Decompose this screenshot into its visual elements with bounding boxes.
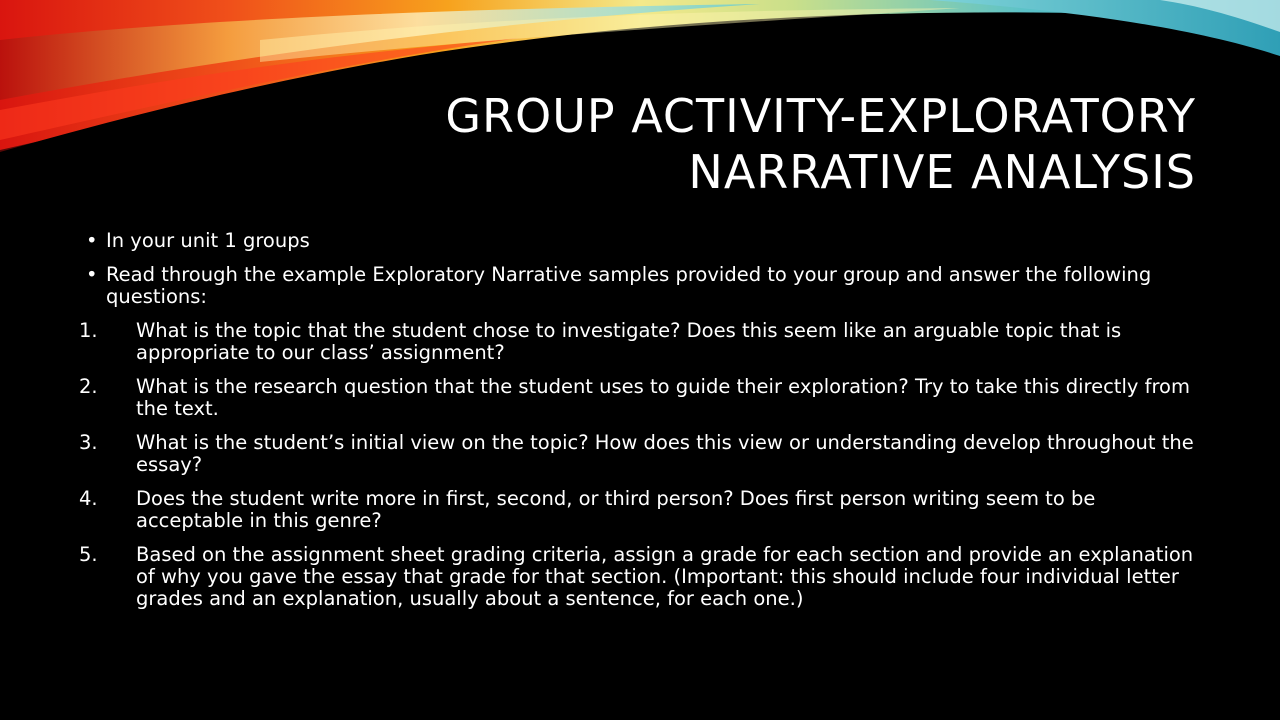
item-number: 4. xyxy=(79,487,98,510)
slide-title-line-2: NARRATIVE ANALYSIS xyxy=(688,145,1196,199)
item-text: What is the research question that the student uses to guide their exploration? Try to take this directly from the text. xyxy=(136,375,1190,420)
bullet-marker: • xyxy=(86,263,98,286)
numbered-item xyxy=(79,487,1196,532)
item-text: What is the student’s initial view on the topic? How does this view or understanding develop throughout the essay? xyxy=(136,431,1194,476)
item-number: 2. xyxy=(79,375,98,398)
numbered-item xyxy=(79,543,1196,610)
numbered-item xyxy=(79,431,1196,476)
numbered-item xyxy=(79,375,1196,420)
slide-title-line-1: GROUP ACTIVITY-EXPLORATORY xyxy=(445,89,1196,143)
numbered-item xyxy=(79,319,1196,364)
slide-body xyxy=(79,229,1196,622)
item-text: What is the topic that the student chose to investigate? Does this seem like an arguable topic that is appropriate to our class’ assignment? xyxy=(136,319,1122,364)
item-text: Based on the assignment sheet grading criteria, assign a grade for each section and provide an explanation of why you gave the essay that grade for that section. (Important: this should include four individual letter grades and an explanation, usually about a sentence, for each one.) xyxy=(136,543,1194,610)
bullet-item xyxy=(86,264,1196,308)
bullet-marker: • xyxy=(86,229,98,252)
bullet-item xyxy=(86,230,1196,252)
item-number: 1. xyxy=(79,319,98,342)
slide-title xyxy=(296,88,1196,200)
bullet-text: In your unit 1 groups xyxy=(106,229,310,252)
item-text: Does the student write more in first, second, or third person? Does first person writing seem to be acceptable in this genre? xyxy=(136,487,1096,532)
item-number: 3. xyxy=(79,431,98,454)
bullet-text: Read through the example Exploratory Narrative samples provided to your group and answer the following questions: xyxy=(106,263,1152,308)
item-number: 5. xyxy=(79,543,98,566)
